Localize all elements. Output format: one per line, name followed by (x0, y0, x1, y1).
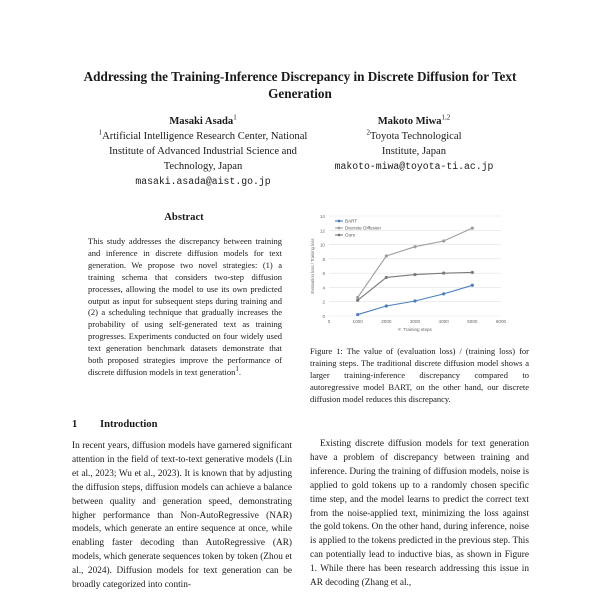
data-point (413, 273, 416, 276)
abstract-heading: Abstract (164, 212, 204, 223)
x-tick-label: 2000 (381, 319, 392, 324)
abstract-footnote-mark: 1 (235, 365, 239, 374)
x-tick-label: 5000 (467, 319, 478, 324)
author-affiliation: Artificial Intelligence Research Center, National Institute of Advanced Industrial Science and Technology, Japan (102, 131, 308, 172)
intro-paragraph-right: Existing discrete diffusion models for text generation have a problem of discrepancy between training and inference. During the training of diffusion models, noise is applied to gold tokens up to a randomly chosen specific time step, and the model learns to predict the correct text from the noise-applied text, minimizing the loss against the gold tokens. On the other hand, during inference, noise is applied to the tokens predicted in the previous step. This can potentially lead to inductive bias, as shown in Figure 1. While there has been research addressing this issue in AR decoding (Zhang et al., (310, 439, 529, 589)
affiliation-superscript: 2 (366, 128, 370, 137)
section-title: Introduction (100, 419, 158, 430)
line-chart (305, 210, 510, 335)
data-point (442, 292, 445, 295)
y-tick-label: 14 (319, 214, 325, 219)
series-line (358, 272, 473, 300)
legend-marker (338, 220, 341, 223)
author-email: makoto-miwa@toyota-ti.ac.jp (334, 161, 494, 172)
data-point (471, 284, 474, 287)
data-point (356, 313, 359, 316)
author-affiliation: Toyota Technological Institute, Japan (369, 131, 462, 157)
author-superscript: 1,2 (441, 113, 451, 122)
legend-marker (338, 234, 341, 237)
data-point (413, 245, 416, 248)
legend-label: BART (345, 218, 358, 224)
abstract-text: This study addresses the discrepancy between training and inference in discrete diffusion models for text generation. We propose two novel strategies: (1) a training schema that considers two-step diffusion processes, allowing the model to use its own predicted output as input for subsequent steps during training and (2) a scheduling technique that gradually increases the probability of using self-generated text as training progresses. Experiments conducted on four widely used text generation benchmark datasets demonstrate that both proposed strategies improve the performance of discrete diffusion models in text generation$^1$. (88, 236, 282, 377)
author-name: Makoto Miwa (377, 116, 442, 127)
data-point (471, 227, 474, 230)
x-tick-label: 3000 (409, 319, 421, 324)
x-tick-label: 4000 (438, 319, 449, 324)
author-block-2 (305, 114, 523, 174)
section-number: 1 (72, 419, 78, 430)
y-tick-label: 6 (322, 271, 325, 277)
data-point (442, 239, 445, 242)
y-axis-label: Evaluation loss / Training loss (310, 238, 315, 294)
x-tick-label: 0 (327, 319, 331, 324)
affiliation-superscript: 1 (98, 128, 103, 137)
y-tick-label: 8 (322, 256, 325, 262)
data-point (385, 254, 388, 257)
data-point (385, 276, 388, 279)
data-point (413, 299, 416, 302)
figure-caption: Figure 1: The value of (evaluation loss) / (training loss) for training steps. The traditional discrete diffusion model shows a larger training-inference discrepancy compared to autoregressive model BART, on the other hand, our discrete diffusion model reduces this discrepancy. (310, 346, 529, 404)
author-superscript: 1 (233, 113, 237, 122)
x-tick-label: 1000 (352, 319, 363, 324)
data-point (471, 271, 474, 274)
x-tick-label: 6000 (495, 319, 507, 324)
y-tick-label: 10 (319, 242, 325, 248)
legend-label: Ours (345, 232, 355, 238)
y-tick-label: 12 (319, 228, 325, 234)
y-tick-label: 4 (322, 285, 325, 291)
data-point (442, 272, 445, 275)
y-tick-label: 2 (322, 299, 325, 305)
data-point (385, 304, 388, 307)
author-block-1 (92, 114, 314, 189)
figure-1-chart (305, 210, 510, 335)
intro-paragraph-left: In recent years, diffusion models have garnered significant attention in the field of text-to-text generative models (Lin et al., 2023; Wu et al., 2023). It is known that by adjusting the diffusion steps, diffusion models can achieve a balance between quality and generation speed, demonstrating higher performance than Non-AutoRegressive (NAR) models, which generate an entire sequence at once, while enabling faster decoding than AutoRegressive (AR) models, which generate sequences token by token (Zhou et al., 2024). Diffusion models for text generation can be broadly categorized into contin- (72, 441, 292, 591)
abstract-body: This study addresses the discrepancy between training and inference in discrete diffusion models for text generation. We propose two novel strategies: (1) a training schema that considers two-step diffusion processes, allowing the model to use its own predicted output as input for subsequent steps during training and (2) a scheduling technique that gradually increases the probability of using self-generated text as training progresses. Experiments conducted on four widely used text generation benchmark datasets demonstrate that both proposed strategies improve the performance of discrete diffusion models in text generation (88, 236, 282, 377)
legend-label: Discrete Diffusion (345, 225, 381, 231)
section-heading (72, 419, 158, 430)
data-point (356, 296, 359, 299)
author-email: masaki.asada@aist.go.jp (135, 176, 271, 187)
paper-title: Addressing the Training-Inference Discrepancy in Discrete Diffusion for Text Generation (83, 69, 517, 101)
x-axis-label: #. Training steps (398, 327, 432, 332)
y-tick-label: 0 (322, 314, 325, 319)
author-name: Masaki Asada (169, 116, 234, 127)
legend-marker (338, 227, 341, 230)
data-point (356, 299, 359, 302)
